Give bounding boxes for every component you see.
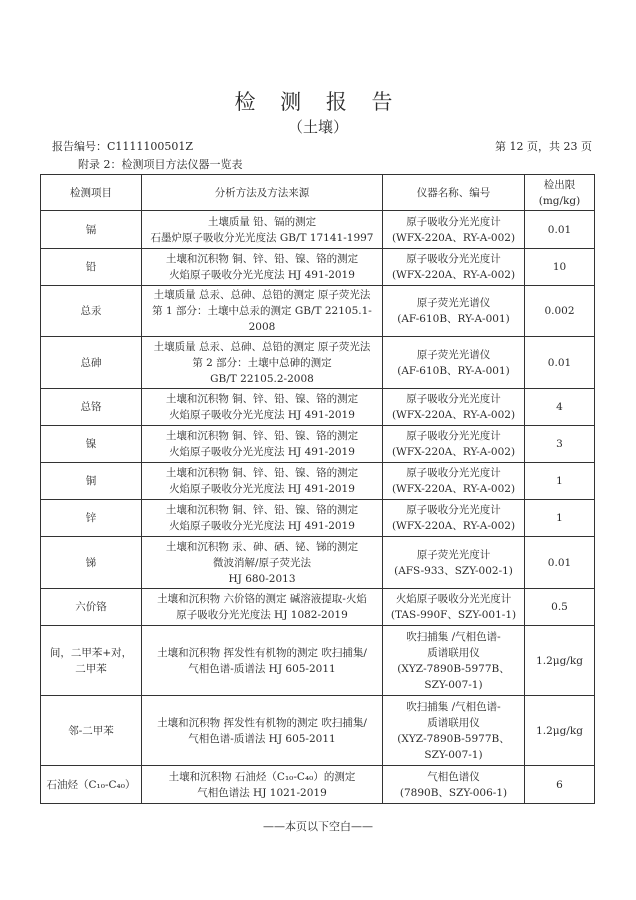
- cell-limit: 4: [525, 389, 595, 426]
- cell-instrument: 原子吸收分光光度计 (WFX-220A、RY-A-002): [383, 389, 525, 426]
- report-number: 报告编号：C1111100501Z: [52, 140, 194, 153]
- header-method: 分析方法及方法来源: [142, 175, 383, 211]
- cell-item: 间，二甲苯+对， 二甲苯: [41, 626, 142, 696]
- cell-method: 土壤和沉积物 铜、锌、铅、镍、铬的测定 火焰原子吸收分光光度法 HJ 491-2019: [142, 249, 383, 286]
- table-row: [41, 286, 595, 337]
- cell-instrument: 原子吸收分光光度计 (WFX-220A、RY-A-002): [383, 249, 525, 286]
- cell-instrument: 原子荧光光度计 (AFS-933、SZY-002-1): [383, 537, 525, 589]
- cell-item: 石油烃（C₁₀-C₄₀）: [41, 766, 142, 804]
- page-end-note: ——本页以下空白——: [263, 820, 373, 833]
- cell-instrument: 原子吸收分光光度计 (WFX-220A、RY-A-002): [383, 500, 525, 537]
- cell-instrument: 原子荧光光谱仪 (AF-610B、RY-A-001): [383, 286, 525, 337]
- cell-item: 锑: [41, 537, 142, 589]
- header-item: 检测项目: [41, 175, 142, 211]
- cell-method: 土壤质量 总汞、总砷、总铅的测定 原子荧光法 第 1 部分：土壤中总汞的测定 GB/T 22105.1-2008: [142, 286, 383, 337]
- table-row: [41, 337, 595, 389]
- cell-item: 总汞: [41, 286, 142, 337]
- cell-method: 土壤和沉积物 铜、锌、铅、镍、铬的测定 火焰原子吸收分光光度法 HJ 491-2019: [142, 463, 383, 500]
- cell-method: 土壤和沉积物 六价铬的测定 碱溶液提取-火焰 原子吸收分光光度法 HJ 1082-2019: [142, 589, 383, 626]
- attachment-caption: 附录 2：检测项目方法仪器一览表: [78, 158, 243, 171]
- header-instrument: 仪器名称、编号: [383, 175, 525, 211]
- cell-method: 土壤和沉积物 铜、锌、铅、镍、铬的测定 火焰原子吸收分光光度法 HJ 491-2019: [142, 389, 383, 426]
- table-row: [41, 249, 595, 286]
- table-row: [41, 696, 595, 766]
- cell-instrument: 原子吸收分光光度计 (WFX-220A、RY-A-002): [383, 463, 525, 500]
- cell-limit: 1.2μg/kg: [525, 696, 595, 766]
- table-row: [41, 537, 595, 589]
- cell-item: 邻-二甲苯: [41, 696, 142, 766]
- cell-limit: 10: [525, 249, 595, 286]
- cell-item: 六价铬: [41, 589, 142, 626]
- cell-instrument: 吹扫捕集 /气相色谱- 质谱联用仪 (XYZ-7890B-5977B、 SZY-007-1): [383, 696, 525, 766]
- cell-instrument: 火焰原子吸收分光光度计 (TAS-990F、SZY-001-1): [383, 589, 525, 626]
- table-row: [41, 626, 595, 696]
- cell-item: 总铬: [41, 389, 142, 426]
- cell-instrument: 吹扫捕集 /气相色谱- 质谱联用仪 (XYZ-7890B-5977B、 SZY-007-1): [383, 626, 525, 696]
- cell-method: 土壤和沉积物 挥发性有机物的测定 吹扫捕集/ 气相色谱-质谱法 HJ 605-2011: [142, 696, 383, 766]
- cell-item: 铜: [41, 463, 142, 500]
- table-row: [41, 389, 595, 426]
- cell-item: 铅: [41, 249, 142, 286]
- table-row: [41, 463, 595, 500]
- cell-method: 土壤和沉积物 石油烃（C₁₀-C₄₀）的测定 气相色谱法 HJ 1021-2019: [142, 766, 383, 804]
- table-row: [41, 766, 595, 804]
- cell-instrument: 原子吸收分光光度计 (WFX-220A、RY-A-002): [383, 211, 525, 249]
- cell-method: 土壤和沉积物 铜、锌、铅、镍、铬的测定 火焰原子吸收分光光度法 HJ 491-2019: [142, 500, 383, 537]
- cell-item: 锌: [41, 500, 142, 537]
- cell-method: 土壤和沉积物 挥发性有机物的测定 吹扫捕集/ 气相色谱-质谱法 HJ 605-2011: [142, 626, 383, 696]
- cell-method: 土壤质量 总汞、总砷、总铅的测定 原子荧光法 第 2 部分：土壤中总砷的测定 GB/T 22105.2-2008: [142, 337, 383, 389]
- cell-limit: 0.5: [525, 589, 595, 626]
- cell-instrument: 气相色谱仪 (7890B、SZY-006-1): [383, 766, 525, 804]
- cell-item: 镉: [41, 211, 142, 249]
- table-row: [41, 589, 595, 626]
- cell-limit: 0.01: [525, 537, 595, 589]
- cell-method: 土壤和沉积物 汞、砷、硒、铋、锑的测定 微波消解/原子荧光法 HJ 680-2013: [142, 537, 383, 589]
- page-info: 第 12 页，共 23 页: [495, 140, 592, 153]
- cell-limit: 1.2μg/kg: [525, 626, 595, 696]
- cell-limit: 1: [525, 463, 595, 500]
- table-row: [41, 500, 595, 537]
- cell-limit: 1: [525, 500, 595, 537]
- cell-limit: 0.01: [525, 337, 595, 389]
- report-subtitle: （土壤）: [287, 118, 348, 136]
- cell-limit: 0.01: [525, 211, 595, 249]
- report-title: 检 测 报 告: [234, 90, 402, 114]
- cell-item: 总砷: [41, 337, 142, 389]
- cell-limit: 3: [525, 426, 595, 463]
- cell-instrument: 原子吸收分光光度计 (WFX-220A、RY-A-002): [383, 426, 525, 463]
- table-row: [41, 426, 595, 463]
- table-row: [41, 211, 595, 249]
- cell-limit: 0.002: [525, 286, 595, 337]
- cell-item: 镍: [41, 426, 142, 463]
- cell-method: 土壤和沉积物 铜、锌、铅、镍、铬的测定 火焰原子吸收分光光度法 HJ 491-2019: [142, 426, 383, 463]
- methods-table: [40, 174, 595, 804]
- cell-instrument: 原子荧光光谱仪 (AF-610B、RY-A-001): [383, 337, 525, 389]
- header-limit: 检出限 (mg/kg): [525, 175, 595, 211]
- cell-limit: 6: [525, 766, 595, 804]
- table-header-row: [41, 175, 595, 211]
- cell-method: 土壤质量 铅、镉的测定 石墨炉原子吸收分光光度法 GB/T 17141-1997: [142, 211, 383, 249]
